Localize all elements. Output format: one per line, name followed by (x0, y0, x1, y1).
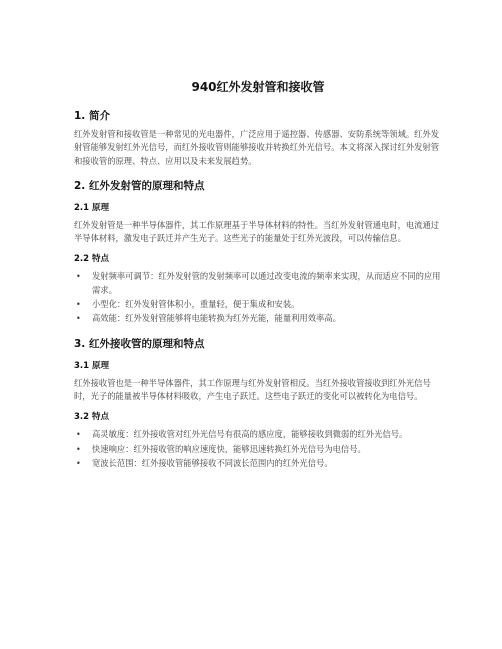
list-item (74, 270, 442, 297)
section-heading: 2. 红外发射管的原理和特点 (74, 179, 205, 192)
list-item (74, 298, 442, 311)
subsection-paragraph: 红外发射管是一种半导体器件，其工作原理基于半导体材料的特性。当红外发射管通电时，电流通过半导体材料，激发电子跃迁并产生光子。这些光子的能量处于红外光波段，可以传输信息。 (74, 219, 440, 244)
list-item-text: 高效能：红外发射管能够将电能转换为红外光能，能量利用效率高。 (92, 313, 341, 324)
document-title: 940红外发射管和接收管 (191, 80, 325, 94)
list-item (74, 312, 442, 325)
list-item-text: 小型化：红外发射管体积小，重量轻，便于集成和安装。 (92, 299, 300, 310)
bullet-icon: • (76, 314, 81, 324)
section-introduction (74, 109, 442, 168)
bullet-icon: • (76, 444, 81, 454)
feature-list (74, 428, 442, 470)
section-heading: 1. 简介 (74, 110, 110, 122)
bullet-icon: • (76, 430, 81, 440)
bullet-icon: • (76, 272, 81, 282)
section-paragraph: 红外发射管和接收管是一种常见的光电器件，广泛应用于遥控器、传感器、安防系统等领域。红外发射管能够发射红外光信号，而红外接收管则能够接收并转换红外光信号。本文将深入探讨红外发射管和接收管的原理、特点、应用以及未来发展趋势。 (74, 129, 440, 166)
subsection-heading: 2.1 原理 (74, 202, 110, 213)
subsection-heading: 3.2 特点 (74, 412, 110, 423)
list-item-text: 宽波长范围：红外接收管能够接收不同波长范围内的红外光信号。 (92, 457, 333, 468)
list-item (74, 428, 442, 441)
subsection-heading: 3.1 原理 (74, 360, 110, 371)
list-item-text: 发射频率可调节：红外发射管的发射频率可以通过改变电流的频率来实现，从而适应不同的应用需求。 (92, 271, 441, 295)
list-item-text: 高灵敏度：红外接收管对红外光信号有很高的感应度，能够接收到微弱的红外光信号。 (92, 429, 408, 440)
subsection-heading: 2.2 特点 (74, 254, 110, 265)
bullet-icon: • (76, 458, 81, 468)
section-receiver (74, 337, 442, 470)
bullet-icon: • (76, 300, 81, 310)
list-item-text: 快速响应：红外接收管的响应速度快，能够迅速转换红外光信号为电信号。 (92, 443, 366, 454)
feature-list (74, 270, 442, 325)
section-heading: 3. 红外接收管的原理和特点 (74, 337, 205, 350)
list-item (74, 457, 442, 470)
subsection-paragraph: 红外接收管也是一种半导体器件，其工作原理与红外发射管相反。当红外接收管接收到红外光信号时，光子的能量被半导体材料吸收，产生电子跃迁。这些电子跃迁的变化可以被转化为电信号。 (74, 377, 431, 401)
list-item (74, 443, 442, 456)
section-emitter (74, 179, 442, 326)
